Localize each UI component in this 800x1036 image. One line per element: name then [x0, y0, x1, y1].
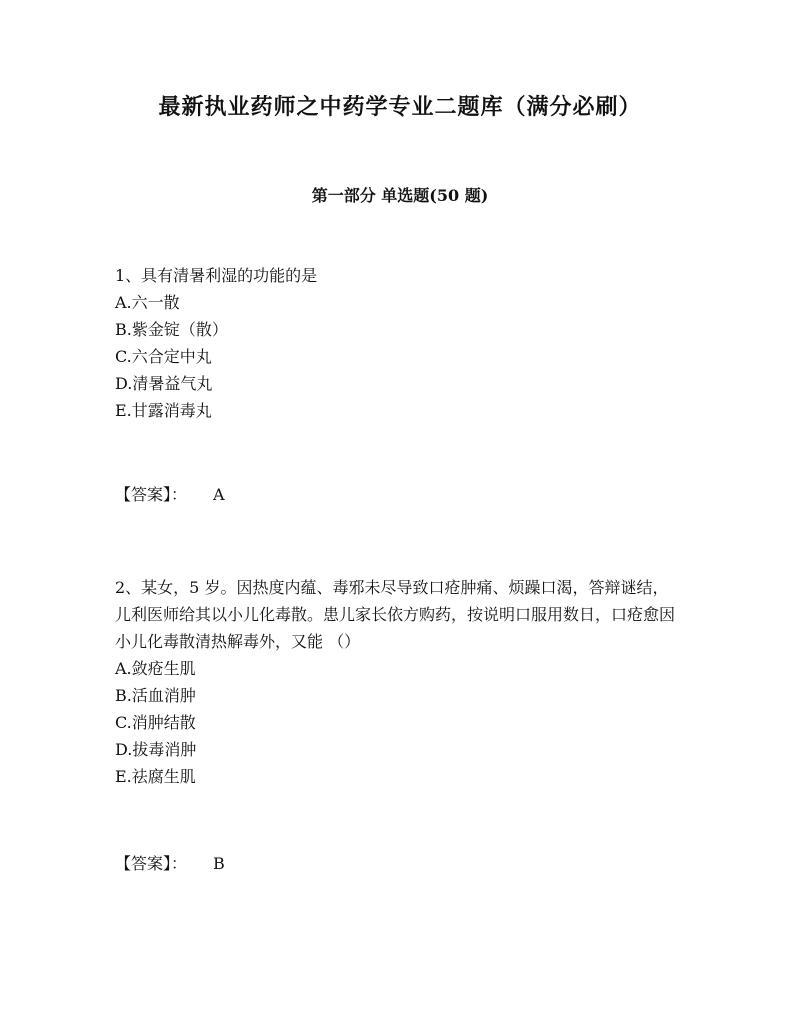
- option-b: B.紫金锭（散）: [115, 320, 228, 339]
- answer-label: 【答案】：: [115, 854, 188, 873]
- answer-label: 【答案】：: [115, 485, 188, 504]
- question-stem: 1、具有清暑利湿的功能的是: [115, 266, 318, 285]
- option-b: B.活血消肿: [115, 686, 196, 705]
- question-1: [115, 262, 675, 424]
- answer-value: B: [213, 854, 225, 873]
- answer-1: [115, 481, 225, 508]
- section-heading: 第一部分 单选题(50 题): [311, 186, 489, 205]
- answer-2: [115, 850, 225, 877]
- option-a: A.六一散: [115, 293, 180, 312]
- option-c: C.六合定中丸: [115, 347, 212, 366]
- option-d: D.拔毒消肿: [115, 740, 197, 759]
- option-e: E.祛腐生肌: [115, 767, 196, 786]
- option-d: D.清暑益气丸: [115, 374, 213, 393]
- option-a: A.敛疮生肌: [115, 659, 196, 678]
- option-c: C.消肿结散: [115, 713, 196, 732]
- answer-value: A: [213, 485, 225, 504]
- question-2: [115, 574, 675, 790]
- document-title: 最新执业药师之中药学专业二题库（满分必刷）: [158, 94, 642, 120]
- option-e: E.甘露消毒丸: [115, 401, 212, 420]
- question-stem: 2、某女，5 岁。因热度内蕴、毒邪未尽导致口疮肿痛、烦躁口渴，答辩谜结，儿利医师给其以小儿化毒散。患儿家长依方购药，按说明口服用数日，口疮愈因小儿化毒散清热解毒外，又能 （）: [115, 578, 676, 651]
